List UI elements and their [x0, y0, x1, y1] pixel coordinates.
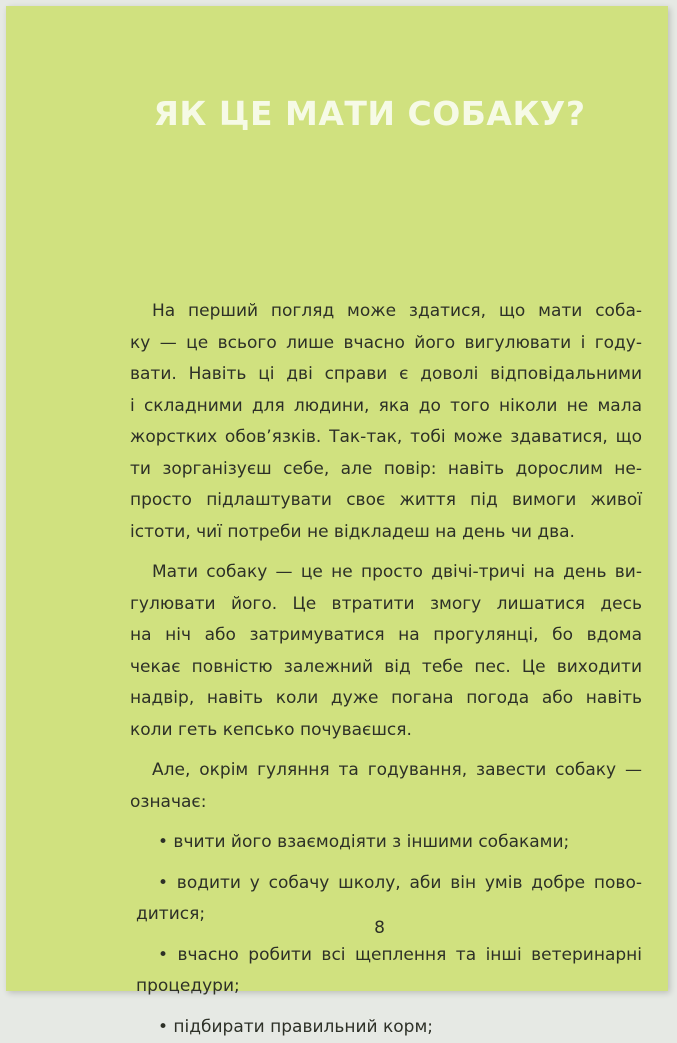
- text-line: • підбирати правильний корм;: [130, 1012, 642, 1043]
- text-line: вати. Навіть ці дві справи є доволі відповідальними: [130, 359, 642, 391]
- text-line: означає:: [130, 787, 642, 819]
- text-line: • водити у собачу школу, аби він умів добре пово-: [130, 868, 642, 900]
- text-line: і складними для людини, яка до того ніколи не мала: [130, 391, 642, 423]
- text-line: Мати собаку — це не просто двічі-тричі на день ви-: [130, 557, 642, 589]
- page-number: 8: [6, 918, 668, 938]
- list-item: [130, 1012, 642, 1043]
- text-line: коли геть кепсько почуваєшся.: [130, 715, 642, 747]
- book-page: [6, 6, 668, 991]
- text-line: надвір, навіть коли дуже погана погода або навіть: [130, 683, 642, 715]
- text-line: чекає повністю залежний від тебе пес. Це виходити: [130, 652, 642, 684]
- text-line: жорстких обов’язків. Так-так, тобі може здаватися, що: [130, 422, 642, 454]
- text-line: • вчити його взаємодіяти з іншими собаками;: [130, 827, 642, 859]
- paragraph: [130, 557, 642, 746]
- text-line: процедури;: [130, 971, 642, 1003]
- text-line: на ніч або затримуватися на прогулянці, бо вдома: [130, 620, 642, 652]
- text-line: Але, окрім гуляння та годування, завести собаку —: [130, 755, 642, 787]
- text-line: просто підлаштувати своє життя під вимоги живої: [130, 485, 642, 517]
- text-line: ти зорганізуєш себе, але повір: навіть дорослим не-: [130, 454, 642, 486]
- chapter-title: ЯК ЦЕ МАТИ СОБАКУ?: [6, 94, 668, 133]
- text-line: істоти, чиї потреби не відкладеш на день чи два.: [130, 517, 642, 549]
- text-line: дитися;: [130, 899, 642, 931]
- text-line: ку — це всього лише вчасно його вигулювати і году-: [130, 328, 642, 360]
- paragraph: [130, 755, 642, 818]
- paragraph: [130, 296, 642, 548]
- text-line: • вчасно робити всі щеплення та інші ветеринарні: [130, 940, 642, 972]
- list-item: [130, 827, 642, 859]
- list-item: [130, 940, 642, 1003]
- text-line: На перший погляд може здатися, що мати соба-: [130, 296, 642, 328]
- text-line: гулювати його. Це втратити змогу лишатися десь: [130, 589, 642, 621]
